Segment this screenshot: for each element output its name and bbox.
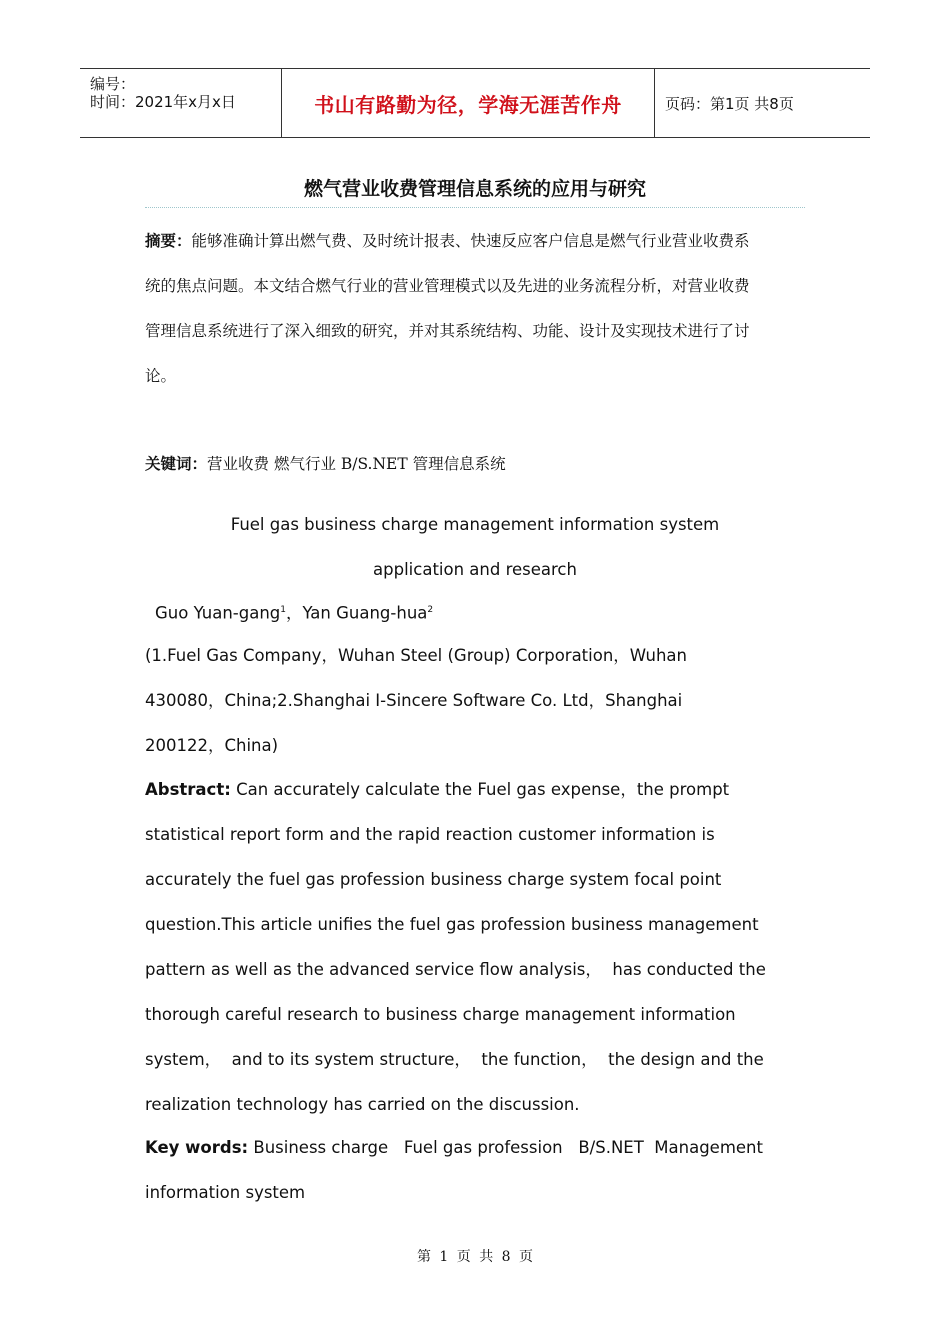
page-info: 页码：第1页 共8页 [665,94,794,113]
author-1-affil: 1 [280,605,286,615]
abstract-en-line-3: accurately the fuel gas profession business charge system focal point [145,870,722,889]
author-1: Guo Yuan-gang [155,603,281,623]
english-title-line-2: application and research [373,560,577,579]
abstract-en-line-2: statistical report form and the rapid reaction customer information is [145,825,715,844]
abstract-cn [145,219,805,399]
abstract-en-line-8: realization technology has carried on the discussion. [145,1095,580,1114]
abstract-en-line-5: pattern as well as the advanced service flow analysis， has conducted the [145,960,766,979]
header-left-cell [80,69,282,137]
header-table [80,68,870,138]
affiliation-line-2: 430080，China;2.Shanghai I-Sincere Software Co. Ltd，Shanghai [145,691,683,710]
abstract-en-line-6: thorough careful research to business charge management information [145,1005,736,1024]
motto: 书山有路勤为径，学海无涯苦作舟 [314,92,622,117]
affiliations [145,633,805,768]
author-2-affil: 2 [427,605,434,615]
code-label: 编号： [90,75,136,93]
keywords-cn-text: 营业收费 燃气行业 B/S.NET 管理信息系统 [207,455,506,473]
abstract-cn-line-4: 论。 [145,367,177,385]
keywords-en [145,1125,805,1215]
keywords-en-label: Key words: [145,1138,249,1157]
header-motto-cell [282,69,655,137]
affiliation-line-1: (1.Fuel Gas Company，Wuhan Steel (Group) Corporation，Wuhan [145,646,688,665]
abstract-en-line-7: system， and to its system structure， the function， the design and the [145,1050,764,1069]
abstract-cn-line-2: 统的焦点问题。本文结合燃气行业的营业管理模式以及先进的业务流程分析，对营业收费 [145,277,750,295]
author-2: Yan Guang-hua [302,603,428,623]
title-divider [145,207,805,208]
keywords-en-line-1: Key words: Business charge Fuel gas profession B/S.NET Management [145,1138,763,1157]
abstract-cn-line-1: 摘要：能够准确计算出燃气费、及时统计报表、快速反应客户信息是燃气行业营业收费系 [145,232,750,250]
abstract-en [145,767,805,1127]
keywords-cn [145,442,805,487]
keywords-cn-label: 关键词： [145,455,208,473]
header-page-cell [655,69,870,137]
authors [155,588,815,636]
page-footer: 第 1 页 共 8 页 [416,1249,534,1265]
english-title [145,502,805,592]
abstract-en-label: Abstract: [145,780,231,799]
time-label: 时间：2021年x月x日 [90,93,236,111]
affiliation-line-3: 200122，China) [145,736,279,755]
abstract-en-line-4: question.This article unifies the fuel gas profession business management [145,915,759,934]
abstract-cn-label: 摘要： [145,232,192,250]
keywords-en-line-2: information system [145,1183,306,1202]
author-separator: ， [286,603,303,623]
abstract-cn-line-3: 管理信息系统进行了深入细致的研究，并对其系统结构、功能、设计及实现技术进行了讨 [145,322,750,340]
abstract-en-line-1: Abstract: Can accurately calculate the Fuel gas expense，the prompt [145,780,730,799]
page-title: 燃气营业收费管理信息系统的应用与研究 [303,178,646,200]
english-title-line-1: Fuel gas business charge management information system [230,515,720,534]
